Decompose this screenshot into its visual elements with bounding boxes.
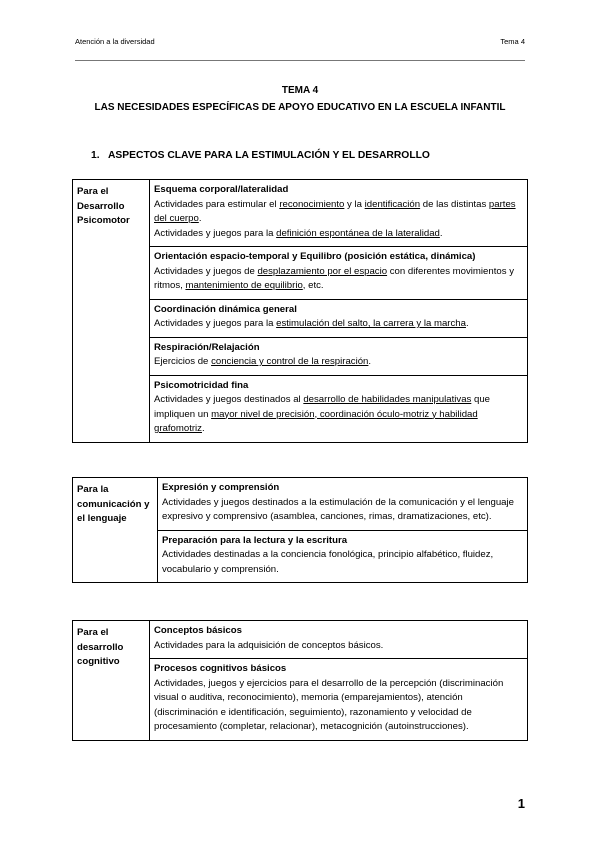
body-text: Actividades y juegos para la — [154, 227, 277, 239]
body-text: y la — [344, 198, 365, 210]
header-left: Atención a la diversidad — [75, 37, 155, 46]
document-title — [0, 82, 600, 116]
body-text: Actividades, juegos y ejercicios para el desarrollo de la percepción (discriminación visual o auditiva, reconocimiento), memoria (emparejamientos), atención (discriminación e identificación, seguimiento), razonamiento y velocidad de procesamiento (completar, relacionar), metacognición (autoinstrucciones). — [154, 677, 504, 732]
item-heading: Preparación para la lectura y la escritura — [162, 534, 348, 546]
item-heading: Psicomotricidad fina — [154, 379, 249, 391]
block-item — [158, 478, 527, 531]
item-heading: Esquema corporal/lateralidad — [154, 184, 289, 195]
section-heading — [91, 150, 430, 161]
body-text: Actividades y juegos destinados a la estimulación de la comunicación y el lenguaje expresivo y comprensivo (asamblea, canciones, rimas, dramatizaciones, etc). — [162, 496, 514, 522]
underlined-text: desarrollo de habilidades manipulativas — [303, 394, 472, 405]
block-item — [150, 300, 527, 338]
underlined-text: conciencia y control de la respiración — [211, 356, 369, 367]
block-comunicacion — [72, 477, 528, 583]
body-text: . — [201, 423, 205, 434]
block-item — [150, 376, 527, 442]
block-item — [150, 180, 527, 247]
block-item — [158, 531, 527, 583]
block-cognitivo — [72, 620, 528, 741]
block-label: Para el desarrollo cognitivo — [73, 621, 150, 741]
body-text: . — [439, 227, 443, 239]
body-text: Ejercicios de — [154, 356, 212, 367]
item-body — [162, 496, 523, 525]
section-title: ASPECTOS CLAVE PARA LA ESTIMULACIÓN Y EL DESARROLLO — [108, 150, 430, 161]
block-items — [150, 621, 528, 741]
section-number: 1. — [91, 150, 100, 161]
underlined-text: reconocimiento — [279, 198, 345, 210]
item-heading: Respiración/Relajación — [154, 341, 260, 353]
page-header — [75, 37, 525, 46]
body-text: Actividades y juegos de — [154, 265, 258, 277]
body-text: Actividades y juegos para la — [154, 318, 277, 329]
header-right: Tema 4 — [500, 37, 525, 46]
underlined-text: mantenimiento de equilibrio — [185, 280, 303, 291]
item-heading: Coordinación dinámica general — [154, 303, 297, 315]
item-heading: Procesos cognitivos básicos — [154, 663, 287, 674]
body-text: . — [198, 213, 202, 224]
title-line-1: TEMA 4 — [281, 85, 319, 96]
item-body — [154, 198, 523, 242]
body-text: . — [368, 356, 372, 367]
block-item — [150, 621, 527, 659]
body-text: Actividades para estimular el — [154, 198, 280, 210]
block-item — [150, 659, 527, 740]
item-body — [154, 355, 523, 370]
underlined-text: identificación — [364, 198, 421, 210]
item-heading: Conceptos básicos — [154, 625, 242, 636]
item-heading: Expresión y comprensión — [162, 482, 280, 493]
body-text: Actividades para la adquisición de conceptos básicos. — [154, 639, 384, 651]
block-item — [150, 338, 527, 376]
body-text: de las distintas — [420, 198, 489, 210]
underlined-text: definición espontánea de la lateralidad — [276, 227, 440, 239]
underlined-text: partes del cuerpo — [154, 198, 516, 224]
item-body — [154, 639, 523, 654]
underlined-text: desplazamiento por el espacio — [257, 265, 388, 277]
item-heading: Orientación espacio-temporal y Equilibro (posición estática, dinámica) — [154, 251, 476, 262]
body-text: Actividades destinadas a la conciencia fonológica, principio alfabético, fluidez, vocabulario y comprensión. — [162, 549, 494, 575]
item-body — [154, 393, 523, 437]
block-psicomotor — [72, 179, 528, 443]
item-body — [154, 317, 523, 332]
block-label: Para la comunicación y el lenguaje — [73, 478, 158, 583]
item-body — [154, 677, 523, 735]
title-line-2: LAS NECESIDADES ESPECÍFICAS DE APOYO EDUCATIVO EN LA ESCUELA INFANTIL — [94, 102, 506, 113]
item-body — [162, 548, 523, 577]
page-number: 1 — [517, 796, 525, 811]
body-text: Actividades y juegos destinados al — [154, 394, 304, 405]
block-item — [150, 247, 527, 300]
body-text: , etc. — [302, 280, 324, 291]
body-text: con diferentes movimientos y ritmos, — [154, 265, 514, 291]
block-items — [158, 478, 528, 583]
block-items — [150, 180, 528, 443]
body-text: que impliquen un — [154, 394, 491, 420]
underlined-text: mayor nivel de precisión, coordinación óculo-motriz y habilidad grafomotriz — [154, 408, 478, 434]
block-label: Para el Desarrollo Psicomotor — [73, 180, 150, 443]
body-text: . — [465, 318, 469, 329]
header-divider — [75, 60, 525, 61]
underlined-text: estimulación del salto, la carrera y la marcha — [276, 318, 466, 329]
item-body — [154, 265, 523, 294]
